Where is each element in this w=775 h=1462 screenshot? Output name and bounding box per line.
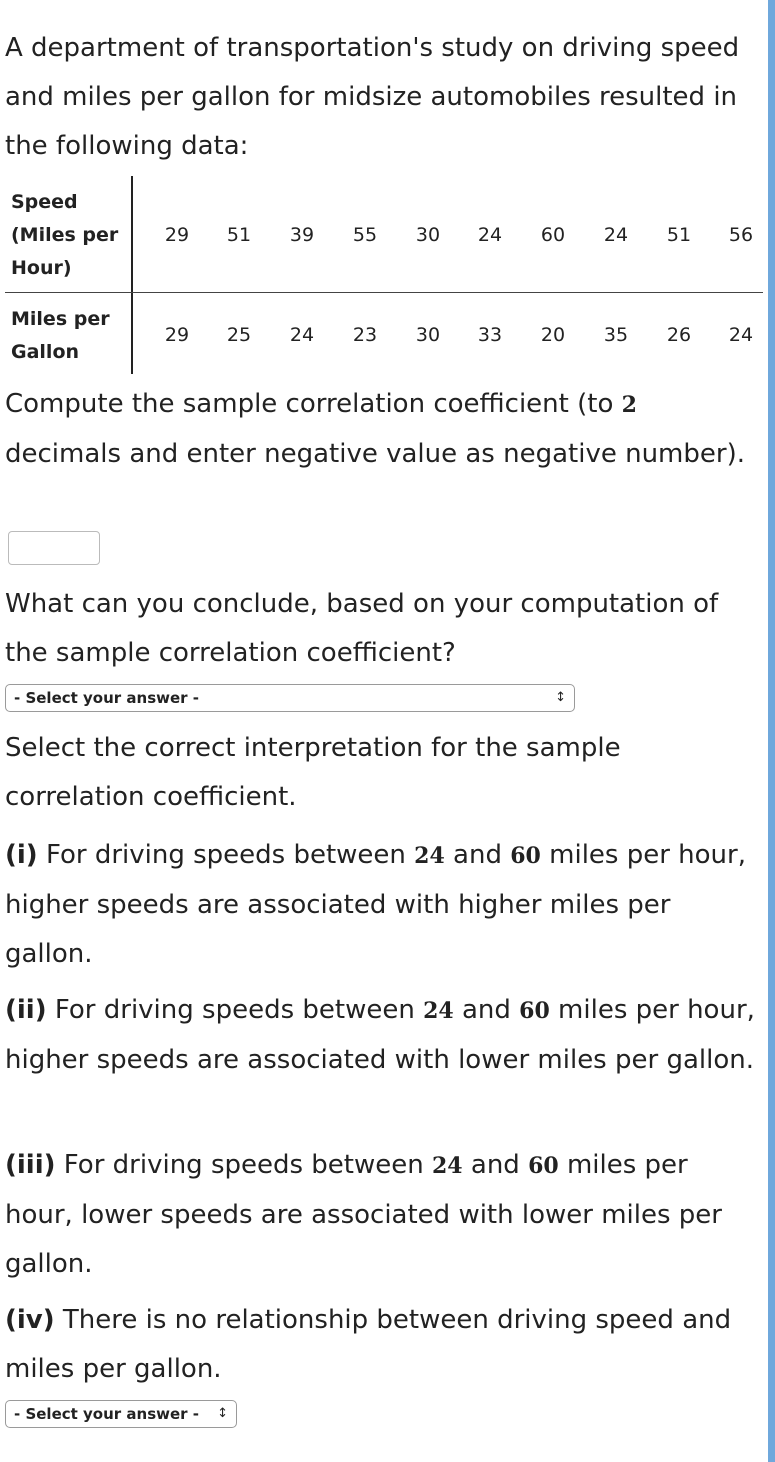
mpg-row-header xyxy=(11,303,110,369)
decimals-number: 2 xyxy=(621,392,637,418)
scrollbar[interactable] xyxy=(768,0,775,1462)
question-text: Compute the sample correlation coefficient (to xyxy=(5,389,622,419)
option-number: 24 xyxy=(414,843,445,869)
speed-cell: 30 xyxy=(415,224,441,246)
table-horizontal-divider xyxy=(5,292,763,293)
option-text: miles per hour, higher speeds are associated with lower miles per gallon. xyxy=(5,995,755,1075)
option-number: 60 xyxy=(528,1153,559,1179)
speed-cell: 51 xyxy=(226,224,252,246)
option-text: and xyxy=(462,1150,529,1180)
mpg-cell: 24 xyxy=(728,324,754,346)
option-iv xyxy=(5,1296,760,1394)
option-marker: (iv) xyxy=(5,1305,55,1335)
option-text: and xyxy=(444,840,511,870)
updown-chevron-icon: ↕ xyxy=(555,690,566,705)
mpg-cell: 23 xyxy=(352,324,378,346)
mpg-cell: 30 xyxy=(415,324,441,346)
option-number: 60 xyxy=(519,998,550,1024)
option-marker: (ii) xyxy=(5,995,47,1025)
intro-text: A department of transportation's study on driving speed and miles per gallon for midsize automobiles resulted in the following data: xyxy=(5,33,740,161)
mpg-cell: 26 xyxy=(666,324,692,346)
table-vertical-divider xyxy=(131,176,133,374)
option-marker: (iii) xyxy=(5,1150,56,1180)
option-text: For driving speeds between xyxy=(46,995,424,1025)
speed-cell: 51 xyxy=(666,224,692,246)
option-text: and xyxy=(453,995,520,1025)
mpg-cell: 29 xyxy=(164,324,190,346)
option-text: miles per hour, higher speeds are associated with higher miles per gallon. xyxy=(5,840,746,969)
option-marker: (i) xyxy=(5,840,38,870)
speed-header-line: Hour) xyxy=(11,257,72,279)
speed-cell: 24 xyxy=(603,224,629,246)
option-text: For driving speeds between xyxy=(37,840,415,870)
select-label: - Select your answer - xyxy=(14,689,200,707)
speed-cell: 60 xyxy=(540,224,566,246)
speed-cell: 39 xyxy=(289,224,315,246)
option-number: 24 xyxy=(423,998,454,1024)
speed-row-header xyxy=(11,186,118,285)
mpg-cell: 25 xyxy=(226,324,252,346)
data-table xyxy=(5,176,763,374)
option-number: 24 xyxy=(432,1153,463,1179)
option-ii xyxy=(5,986,760,1085)
select-label: - Select your answer - xyxy=(14,1405,200,1423)
question-text: decimals and enter negative value as negative number). xyxy=(5,439,745,469)
speed-cell: 29 xyxy=(164,224,190,246)
conclusion-select[interactable] xyxy=(5,684,575,712)
correlation-answer-input[interactable] xyxy=(8,531,100,565)
option-text: For driving speeds between xyxy=(55,1150,432,1180)
question-interpretation: Select the correct interpretation for the sample correlation coefficient. xyxy=(5,733,621,812)
option-number: 60 xyxy=(510,843,541,869)
mpg-cell: 20 xyxy=(540,324,566,346)
option-i xyxy=(5,831,760,979)
speed-cell: 56 xyxy=(728,224,754,246)
question-correlation xyxy=(5,380,760,479)
interpretation-select[interactable] xyxy=(5,1400,237,1428)
question-conclusion: What can you conclude, based on your computation of the sample correlation coefficient? xyxy=(5,589,719,668)
mpg-cell: 35 xyxy=(603,324,629,346)
mpg-header-line: Gallon xyxy=(11,341,80,363)
speed-cell: 24 xyxy=(477,224,503,246)
option-text: There is no relationship between driving speed and miles per gallon. xyxy=(5,1305,732,1384)
mpg-cell: 33 xyxy=(477,324,503,346)
speed-cell: 55 xyxy=(352,224,378,246)
mpg-cell: 24 xyxy=(289,324,315,346)
updown-chevron-icon: ↕ xyxy=(217,1406,228,1421)
mpg-header-line: Miles per xyxy=(11,308,110,330)
speed-header-line: Speed xyxy=(11,191,78,213)
option-text: miles per hour, lower speeds are associated with lower miles per gallon. xyxy=(5,1150,722,1279)
option-iii xyxy=(5,1141,760,1289)
speed-header-line: (Miles per xyxy=(11,224,119,246)
